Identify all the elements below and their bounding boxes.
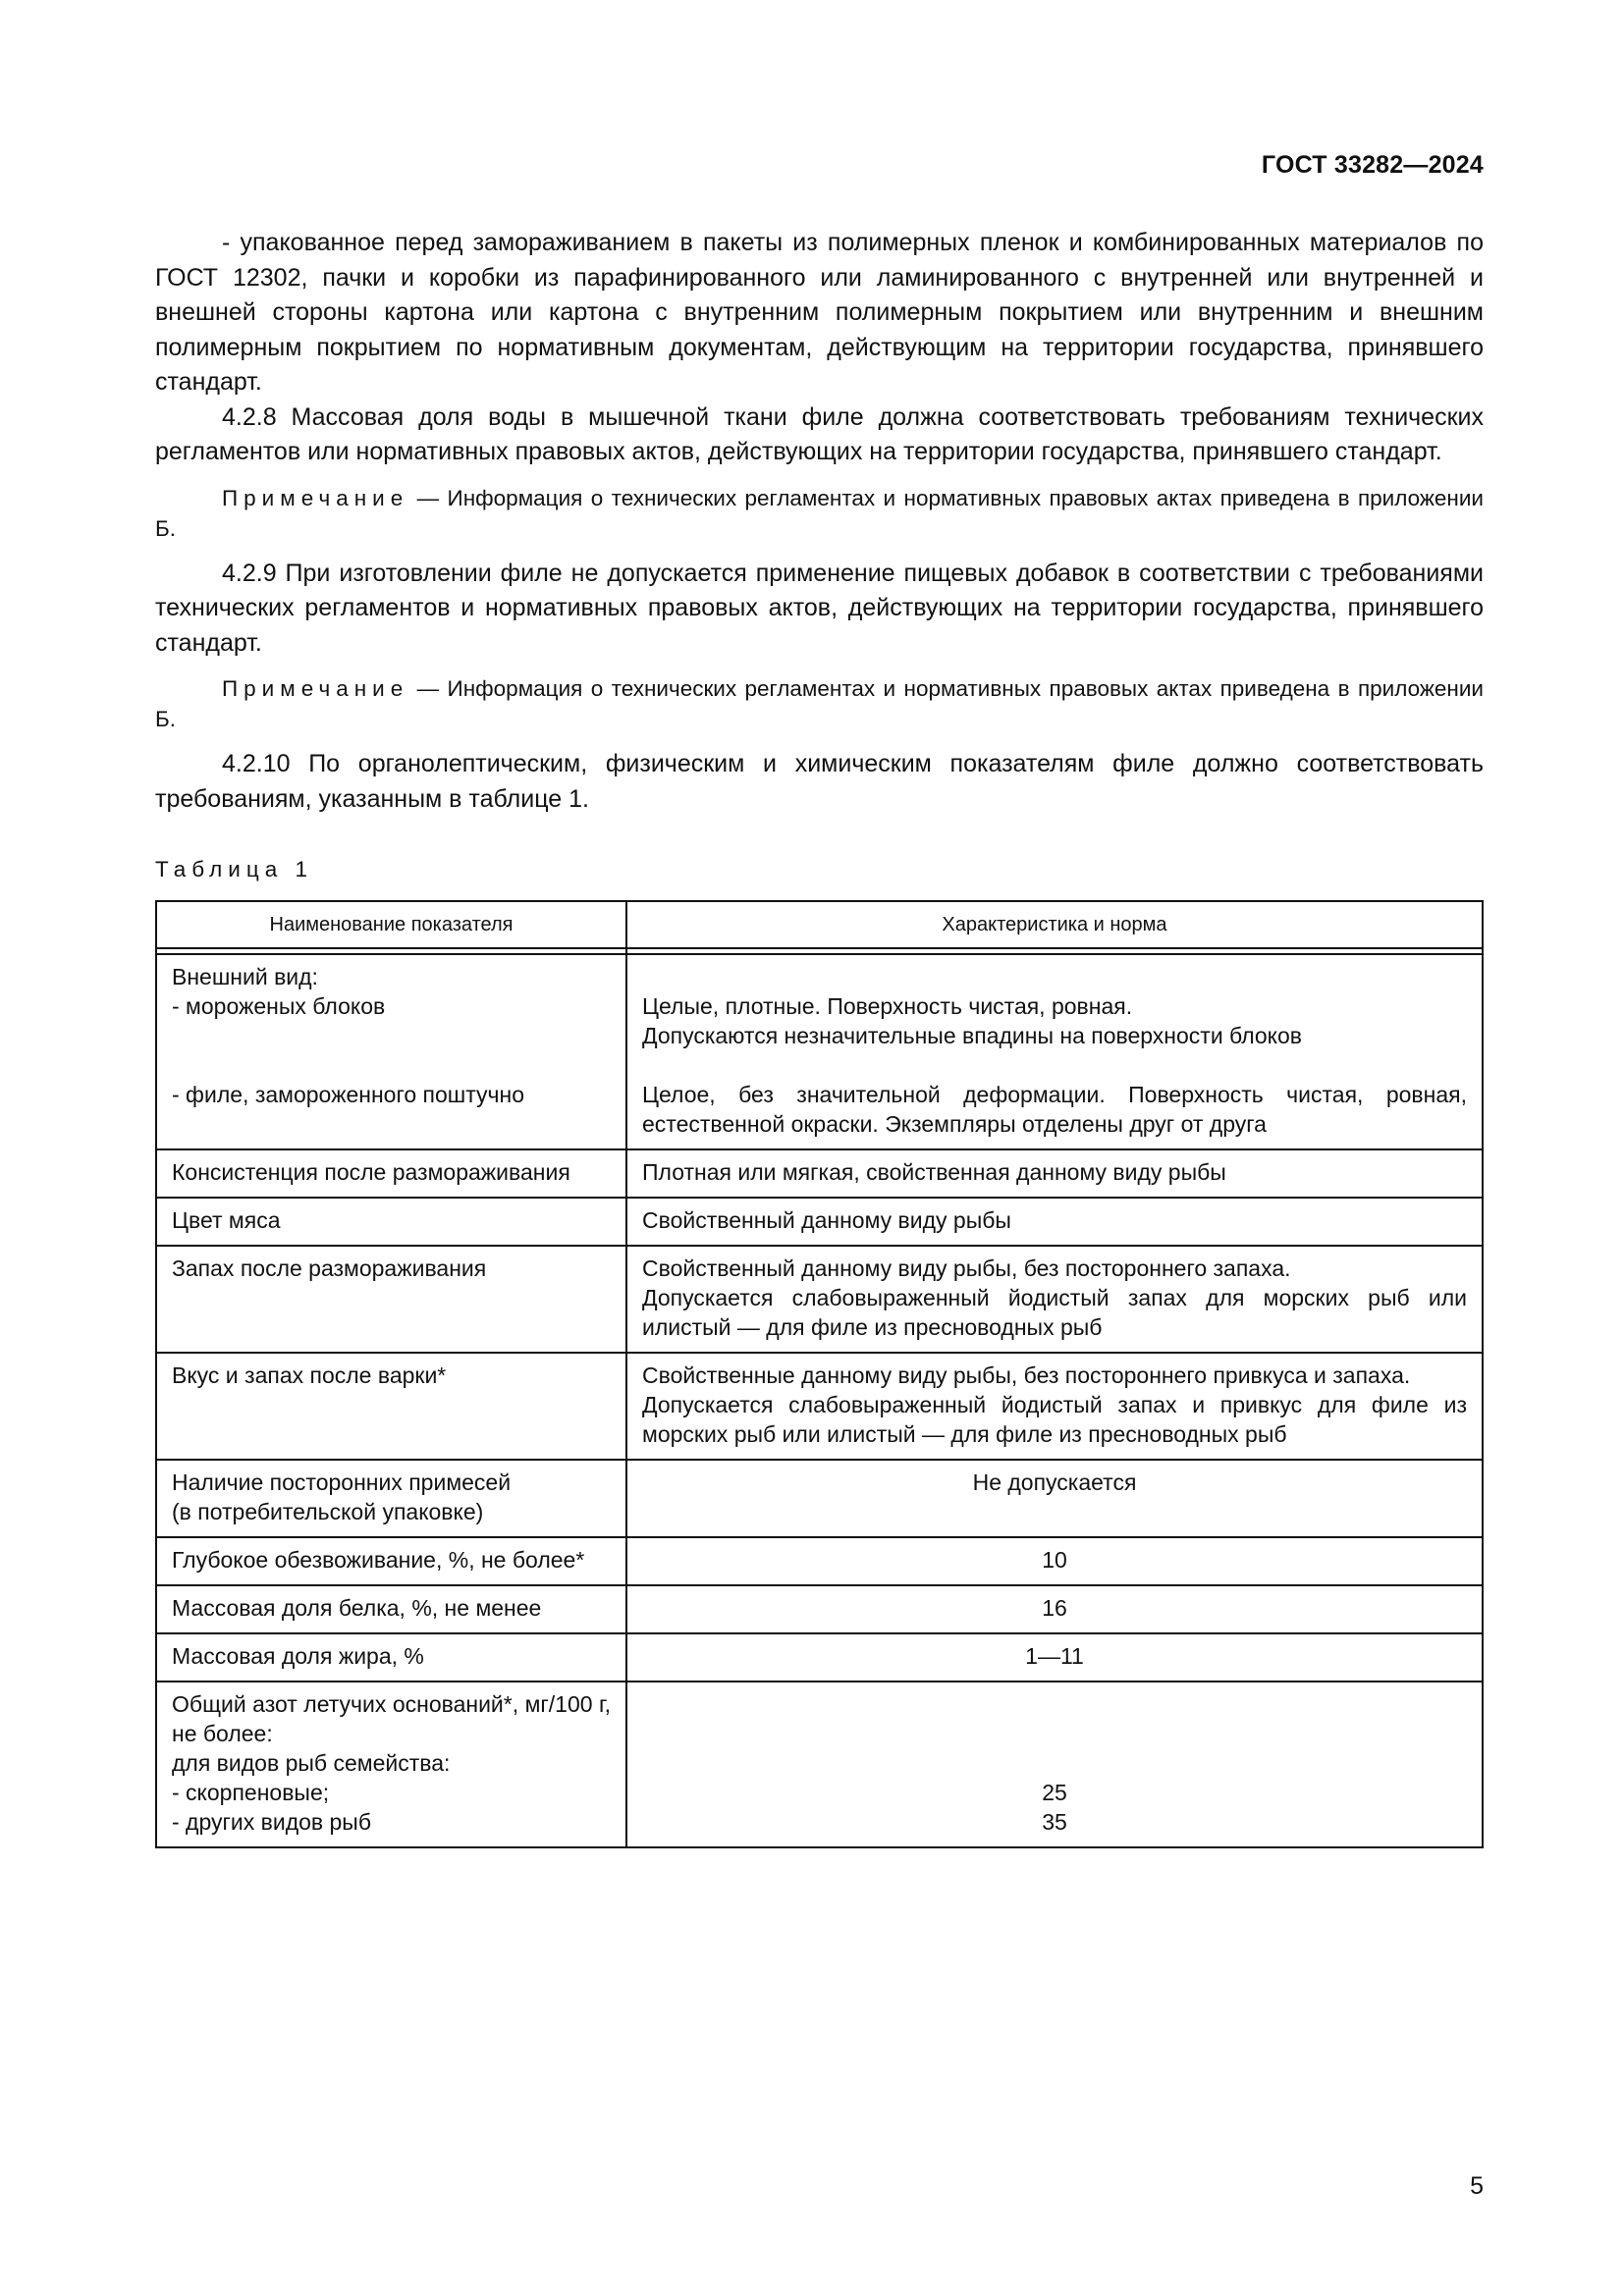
row-value-a1: Целые, плотные. Поверхность чистая, ровная. <box>642 993 1133 1019</box>
spacer <box>642 962 1467 991</box>
page-number: 5 <box>1470 2172 1484 2200</box>
table-header-row <box>156 901 1483 948</box>
row-name-2: (в потребительской упаковке) <box>172 1499 484 1524</box>
row-name-cell <box>156 1682 626 1847</box>
paragraph-4-2-9: 4.2.9 При изготовлении филе не допускается применение пищевых добавок в соответствии с требованиями технических регламентов и нормативных правовых актов, действующих на территории государства, принявшего стандарт. <box>155 559 1484 657</box>
row-name-cell <box>156 954 626 1149</box>
table-row <box>156 1460 1483 1537</box>
table-caption: Таблица 1 <box>155 857 313 881</box>
note-2 <box>155 673 1484 734</box>
header-characteristic: Характеристика и норма <box>626 901 1483 948</box>
row-name-1: Наличие посторонних примесей <box>172 1469 512 1495</box>
row-value-1: Свойственный данному виду рыбы, без постороннего запаха. <box>642 1255 1291 1281</box>
row-value-cell: 1—11 <box>626 1633 1483 1682</box>
row-value-cell: Не допускается <box>626 1460 1483 1537</box>
document-id-header: ГОСТ 33282—2024 <box>1261 151 1484 179</box>
row-name-cell: Вкус и запах после варки* <box>156 1353 626 1460</box>
row-name-cell: Массовая доля белка, %, не менее <box>156 1585 626 1633</box>
row-name-b: - филе, замороженного поштучно <box>172 1082 524 1107</box>
spacer <box>172 1021 611 1050</box>
row-name-cell: Глубокое обезвоживание, %, не более* <box>156 1537 626 1585</box>
note-1-text: — Информация о технических регламентах и нормативных правовых актах приведена в приложении Б. <box>155 485 1484 541</box>
row-name-cell: Запах после размораживания <box>156 1246 626 1353</box>
row-value-2: Допускается слабовыраженный йодистый запах и привкус для филе из морских рыб или илистый — для филе из пресноводных рыб <box>642 1392 1467 1447</box>
table-row <box>156 1537 1483 1585</box>
body-text <box>155 226 1484 817</box>
note-2-label: Примечание <box>222 676 409 701</box>
header-indicator-name: Наименование показателя <box>156 901 626 948</box>
row-value-cell: 10 <box>626 1537 1483 1585</box>
note-1-label: Примечание <box>222 485 409 510</box>
row-name-title: Внешний вид: <box>172 964 318 989</box>
row-value-cell <box>626 1246 1483 1353</box>
row-name-3: - скорпеновые; <box>172 1780 330 1805</box>
spacer <box>172 1050 611 1080</box>
row-name-cell: Массовая доля жира, % <box>156 1633 626 1682</box>
table-row <box>156 1633 1483 1682</box>
row-name-a: - мороженых блоков <box>172 993 386 1019</box>
spacer <box>642 1719 1467 1748</box>
table-row <box>156 1246 1483 1353</box>
table-row <box>156 954 1483 1149</box>
row-name-4: - других видов рыб <box>172 1809 372 1835</box>
row-value-1: 25 <box>1042 1780 1067 1805</box>
table-row <box>156 1353 1483 1460</box>
table-row <box>156 1149 1483 1198</box>
row-value-cell <box>626 1353 1483 1460</box>
indicators-table <box>155 900 1484 1848</box>
paragraph-packaging: - упакованное перед замораживанием в пакеты из полимерных пленок и комбинированных материалов по ГОСТ 12302, пачки и коробки из парафинированного или ламинированного с внутренней или внутренней и внешней стороны картона или картона с внутренним полимерным покрытием или внутренним и внешним полимерным покрытием по нормативным документам, действующим на территории государства, принявшего стандарт. <box>155 229 1484 396</box>
paragraph-4-2-8: 4.2.8 Массовая доля воды в мышечной ткани филе должна соответствовать требованиям технических регламентов или нормативных правовых актов, действующих на территории государства, принявшего стандарт. <box>155 402 1484 465</box>
row-value-cell <box>626 1682 1483 1847</box>
table-row <box>156 1198 1483 1246</box>
row-value-cell <box>626 954 1483 1149</box>
row-value-cell: Плотная или мягкая, свойственная данному виду рыбы <box>626 1149 1483 1198</box>
spacer <box>642 1748 1467 1778</box>
row-value-cell: Свойственный данному виду рыбы <box>626 1198 1483 1246</box>
row-value-1: Свойственные данному виду рыбы, без постороннего привкуса и запаха. <box>642 1362 1411 1388</box>
row-value-cell: 16 <box>626 1585 1483 1633</box>
row-value-2: Допускается слабовыраженный йодистый запах для морских рыб или илистый — для филе из пресноводных рыб <box>642 1285 1467 1340</box>
spacer <box>642 1689 1467 1719</box>
row-name-cell: Цвет мяса <box>156 1198 626 1246</box>
paragraph-4-2-10: 4.2.10 По органолептическим, физическим и химическим показателям филе должно соответствовать требованиям, указанным в таблице 1. <box>155 750 1484 813</box>
note-1 <box>155 483 1484 544</box>
spacer <box>642 1050 1467 1080</box>
table-row <box>156 1585 1483 1633</box>
row-name-cell: Консистенция после размораживания <box>156 1149 626 1198</box>
row-value-b: Целое, без значительной деформации. Поверхность чистая, ровная, естественной окраски. Экземпляры отделены друг от друга <box>642 1082 1467 1137</box>
note-2-text: — Информация о технических регламентах и нормативных правовых актах приведена в приложении Б. <box>155 676 1484 731</box>
row-value-a2: Допускаются незначительные впадины на поверхности блоков <box>642 1023 1302 1048</box>
row-name-cell <box>156 1460 626 1537</box>
table-row <box>156 1682 1483 1847</box>
row-value-2: 35 <box>1042 1809 1067 1835</box>
row-name-2: для видов рыб семейства: <box>172 1750 451 1776</box>
row-name-1: Общий азот летучих оснований*, мг/100 г, не более: <box>172 1691 611 1746</box>
